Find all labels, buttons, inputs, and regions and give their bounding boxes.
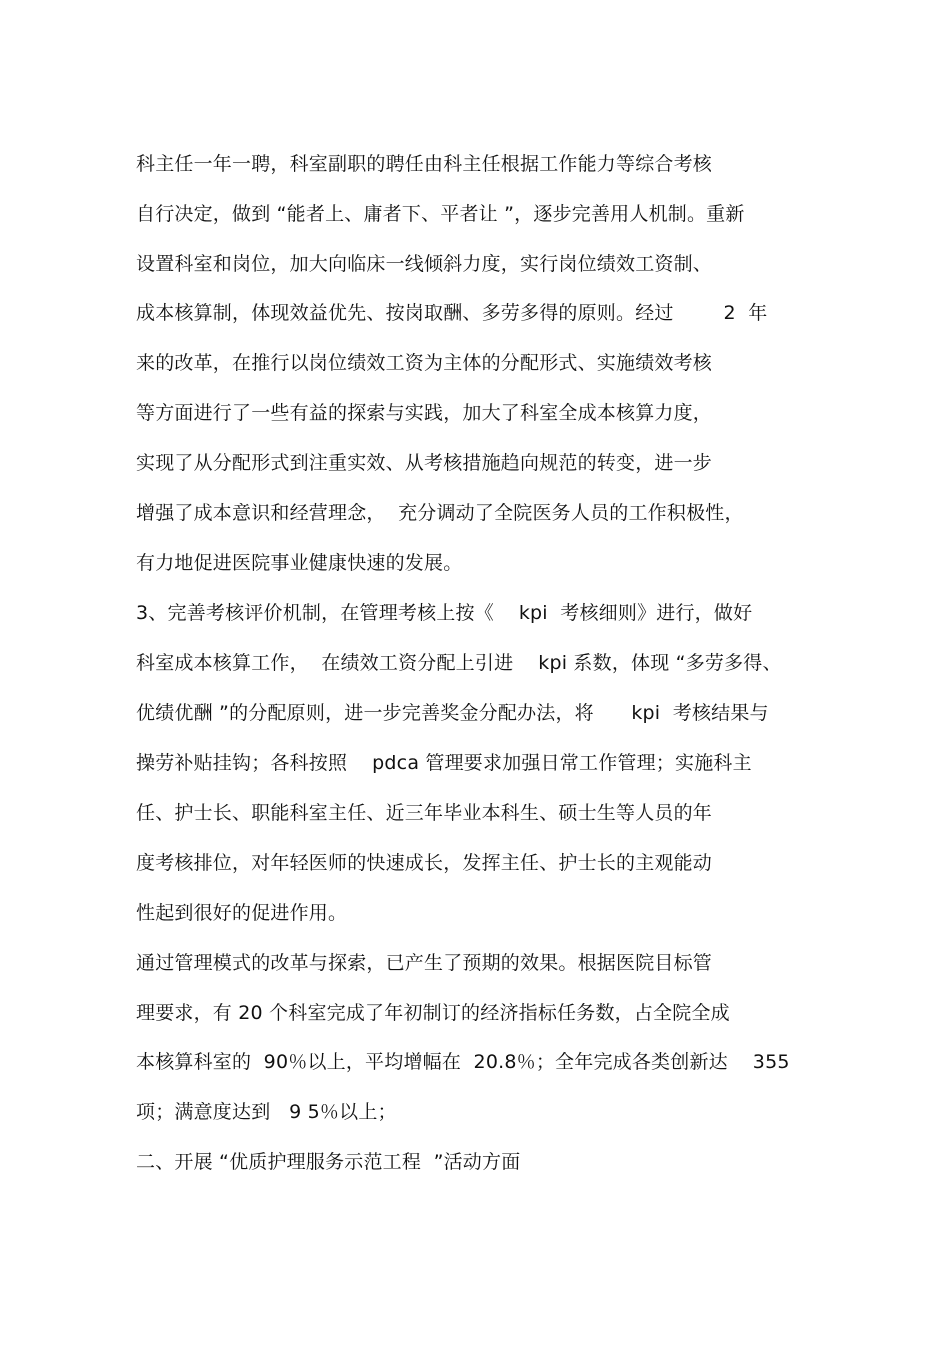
- paragraph-line: 任、护士长、职能科室主任、近三年毕业本科生、硕士生等人员的年: [136, 802, 713, 824]
- paragraph-line: 通过管理模式的改革与探索，已产生了预期的效果。根据医院目标管: [136, 952, 713, 974]
- paragraph-line: 3、完善考核评价机制，在管理考核上按《 kpi 考核细则》进行，做好: [136, 602, 753, 624]
- paragraph-line: 科主任一年一聘，科室副职的聘任由科主任根据工作能力等综合考核: [136, 153, 713, 175]
- paragraph-line: 有力地促进医院事业健康快速的发展。: [136, 552, 463, 574]
- paragraph-line: 增强了成本意识和经营理念， 充分调动了全院医务人员的工作积极性，: [136, 502, 744, 524]
- paragraph-line: 优绩优酬 ”的分配原则，进一步完善奖金分配办法，将 kpi 考核结果与: [136, 702, 769, 724]
- paragraph-line: 度考核排位，对年轻医师的快速成长，发挥主任、护士长的主观能动: [136, 852, 713, 874]
- paragraph-line: 科室成本核算工作， 在绩效工资分配上引进 kpi 系数，体现 “多劳多得、: [136, 652, 782, 674]
- paragraph-line: 理要求，有 20 个科室完成了年初制订的经济指标任务数，占全院全成: [136, 1002, 730, 1024]
- paragraph-line: 等方面进行了一些有益的探索与实践，加大了科室全成本核算力度，: [136, 402, 713, 424]
- paragraph-line: 来的改革，在推行以岗位绩效工资为主体的分配形式、实施绩效考核: [136, 352, 713, 374]
- paragraph-line: 项；满意度达到 9 5％以上；: [136, 1101, 397, 1123]
- paragraph-line: 本核算科室的 90％以上，平均增幅在 20.8％；全年完成各类创新达 355: [136, 1051, 790, 1073]
- paragraph-line: 成本核算制，体现效益优先、按岗取酬、多劳多得的原则。经过 2 年: [136, 302, 768, 324]
- paragraph-line: 设置科室和岗位，加大向临床一线倾斜力度，实行岗位绩效工资制、: [136, 253, 713, 275]
- section-heading: 二、开展 “优质护理服务示范工程 ”活动方面: [136, 1151, 521, 1173]
- paragraph-line: 自行决定，做到 “能者上、庸者下、平者让 ”，逐步完善用人机制。重新: [136, 203, 745, 225]
- paragraph-line: 性起到很好的促进作用。: [136, 902, 348, 924]
- paragraph-line: 操劳补贴挂钩；各科按照 pdca 管理要求加强日常工作管理；实施科主: [136, 752, 752, 774]
- paragraph-line: 实现了从分配形式到注重实效、从考核措施趋向规范的转变，进一步: [136, 452, 713, 474]
